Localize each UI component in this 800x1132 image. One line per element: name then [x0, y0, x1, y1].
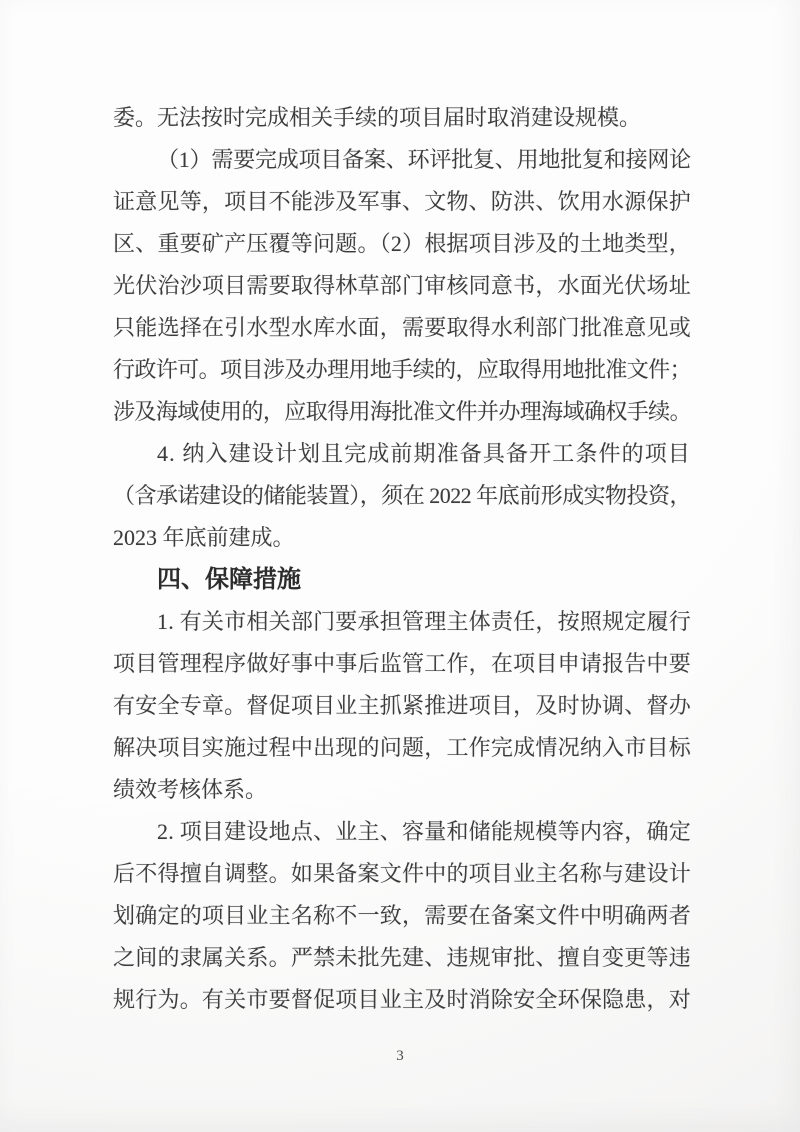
document-line-text: 项目管理程序做好事中事后监管工作，在项目申请报告中要 [113, 651, 691, 676]
document-body [113, 97, 691, 1021]
document-line-text: 绩效考核体系。 [113, 777, 268, 802]
document-line [113, 769, 691, 811]
document-line-text: 规行为。有关市要督促项目业主及时消除安全环保隐患，对 [113, 987, 691, 1012]
document-line-text: 1. 有关市相关部门要承担管理主体责任，按照规定履行 [157, 609, 691, 634]
document-line [113, 307, 691, 349]
document-line-text: 区、重要矿产压覆等问题。（2）根据项目涉及的土地类型， [113, 231, 691, 256]
document-line [113, 349, 691, 391]
document-line-text: 涉及海域使用的，应取得用海批准文件并办理海域确权手续。 [113, 399, 691, 424]
document-line-text: 四、保障措施 [157, 567, 301, 593]
page-number: 3 [396, 1048, 404, 1064]
document-line [113, 811, 691, 853]
document-line-text: 划确定的项目业主名称不一致，需要在备案文件中明确两者 [113, 903, 691, 928]
document-line [113, 97, 691, 139]
document-line-text: （1）需要完成项目备案、环评批复、用地批复和接网论 [157, 147, 691, 172]
document-line [113, 391, 691, 433]
document-line [113, 685, 691, 727]
document-line [113, 475, 691, 517]
document-line-text: 2023 年底前建成。 [113, 525, 295, 550]
document-line-text: 委。无法按时完成相关手续的项目届时取消建设规模。 [113, 105, 642, 130]
document-line [113, 433, 691, 475]
document-line [113, 139, 691, 181]
document-line-text: （含承诺建设的储能装置），须在 2022 年底前形成实物投资， [113, 483, 691, 508]
document-line-text: 证意见等，项目不能涉及军事、文物、防洪、饮用水源保护 [113, 189, 691, 214]
document-line [113, 727, 691, 769]
document-line-text: 4. 纳入建设计划且完成前期准备具备开工条件的项目 [157, 441, 691, 466]
document-line-text: 行政许可。项目涉及办理用地手续的，应取得用地批准文件； [113, 357, 691, 382]
document-line [113, 265, 691, 307]
document-line-text: 2. 项目建设地点、业主、容量和储能规模等内容，确定 [157, 819, 691, 844]
document-line [113, 223, 691, 265]
document-line-text: 后不得擅自调整。如果备案文件中的项目业主名称与建设计 [113, 861, 691, 886]
document-line [113, 979, 691, 1021]
document-line-text: 有安全专章。督促项目业主抓紧推进项目，及时协调、督办 [113, 693, 691, 718]
document-line [113, 895, 691, 937]
section-heading [113, 559, 691, 601]
document-line-text: 光伏治沙项目需要取得林草部门审核同意书，水面光伏场址 [113, 273, 691, 298]
document-line-text: 只能选择在引水型水库水面，需要取得水利部门批准意见或 [113, 315, 691, 340]
document-line-text: 之间的隶属关系。严禁未批先建、违规审批、擅自变更等违 [113, 945, 691, 970]
document-line [113, 643, 691, 685]
document-line [113, 937, 691, 979]
document-line [113, 517, 691, 559]
document-line [113, 181, 691, 223]
document-line [113, 853, 691, 895]
document-line-text: 解决项目实施过程中出现的问题，工作完成情况纳入市目标 [113, 735, 691, 760]
document-line [113, 601, 691, 643]
